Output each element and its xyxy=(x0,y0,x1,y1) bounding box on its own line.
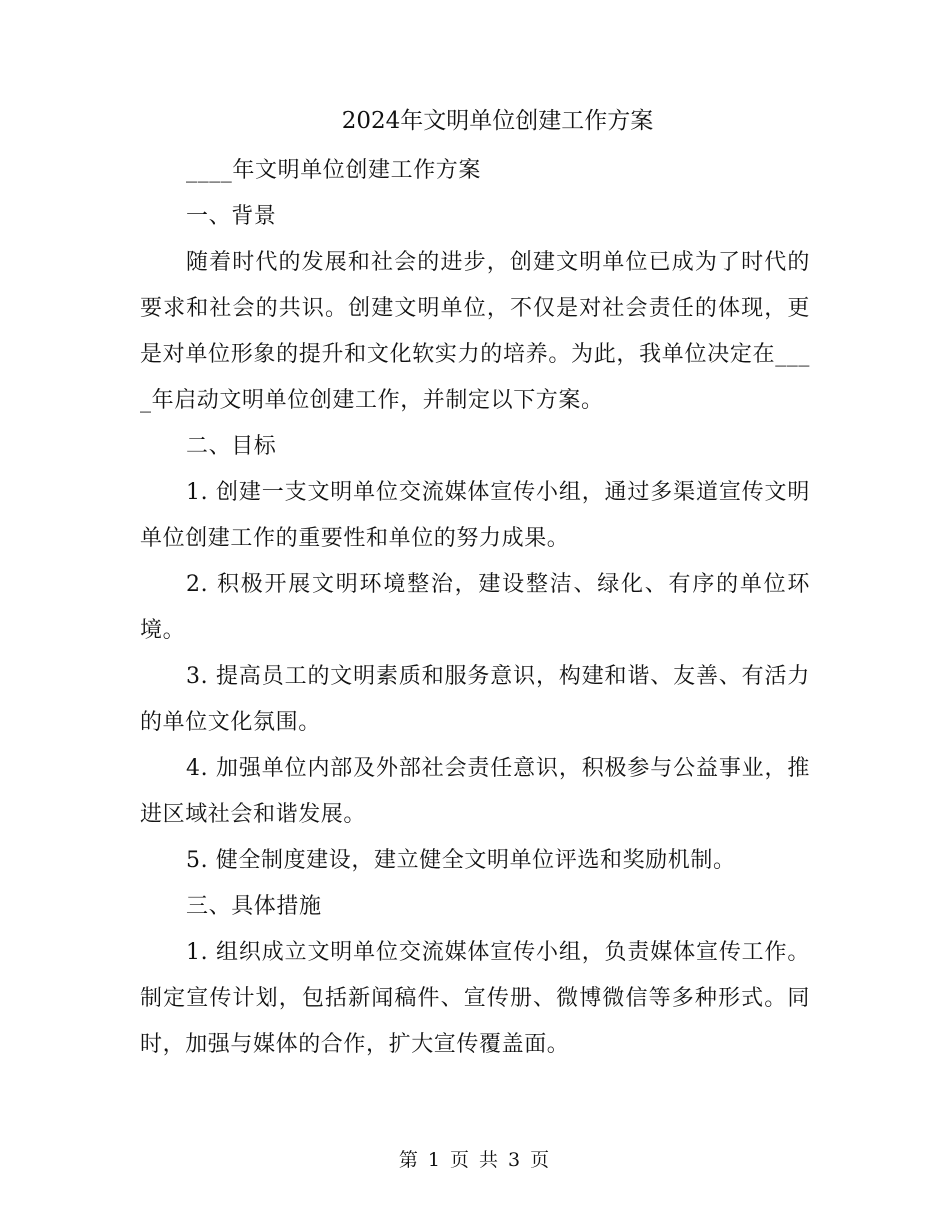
measure-item-1: 1. 组织成立文明单位交流媒体宣传小组，负责媒体宣传工作。制定宣传计划，包括新闻稿件、宣传册、微博微信等多种形式。同时，加强与媒体的合作，扩大宣传覆盖面。 xyxy=(140,940,810,1057)
subtitle-line: ____年文明单位创建工作方案 xyxy=(186,158,482,183)
goal-item-2: 2. 积极开展文明环境整治，建设整洁、绿化、有序的单位环境。 xyxy=(140,572,810,643)
section-heading-goals: 二、目标 xyxy=(186,434,277,459)
goal-item-5: 5. 健全制度建设，建立健全文明单位评选和奖励机制。 xyxy=(186,848,736,873)
section-heading-background: 一、背景 xyxy=(186,204,277,229)
section-heading-measures: 三、具体措施 xyxy=(186,894,322,919)
background-paragraph: 随着时代的发展和社会的进步，创建文明单位已成为了时代的要求和社会的共识。创建文明单位，不仅是对社会责任的体现，更是对单位形象的提升和文化软实力的培养。为此，我单位决定在____年启动文明单位创建工作，并制定以下方案。 xyxy=(140,250,810,413)
document-title: 2024年文明单位创建工作方案 xyxy=(341,108,654,134)
goal-item-3: 3. 提高员工的文明素质和服务意识，构建和谐、友善、有活力的单位文化氛围。 xyxy=(140,664,810,735)
page-number-footer: 第 1 页 共 3 页 xyxy=(398,1149,552,1171)
goal-item-1: 1. 创建一支文明单位交流媒体宣传小组，通过多渠道宣传文明单位创建工作的重要性和单位的努力成果。 xyxy=(140,480,810,551)
document-body xyxy=(140,148,810,1068)
goal-item-4: 4. 加强单位内部及外部社会责任意识，积极参与公益事业，推进区域社会和谐发展。 xyxy=(140,756,810,827)
